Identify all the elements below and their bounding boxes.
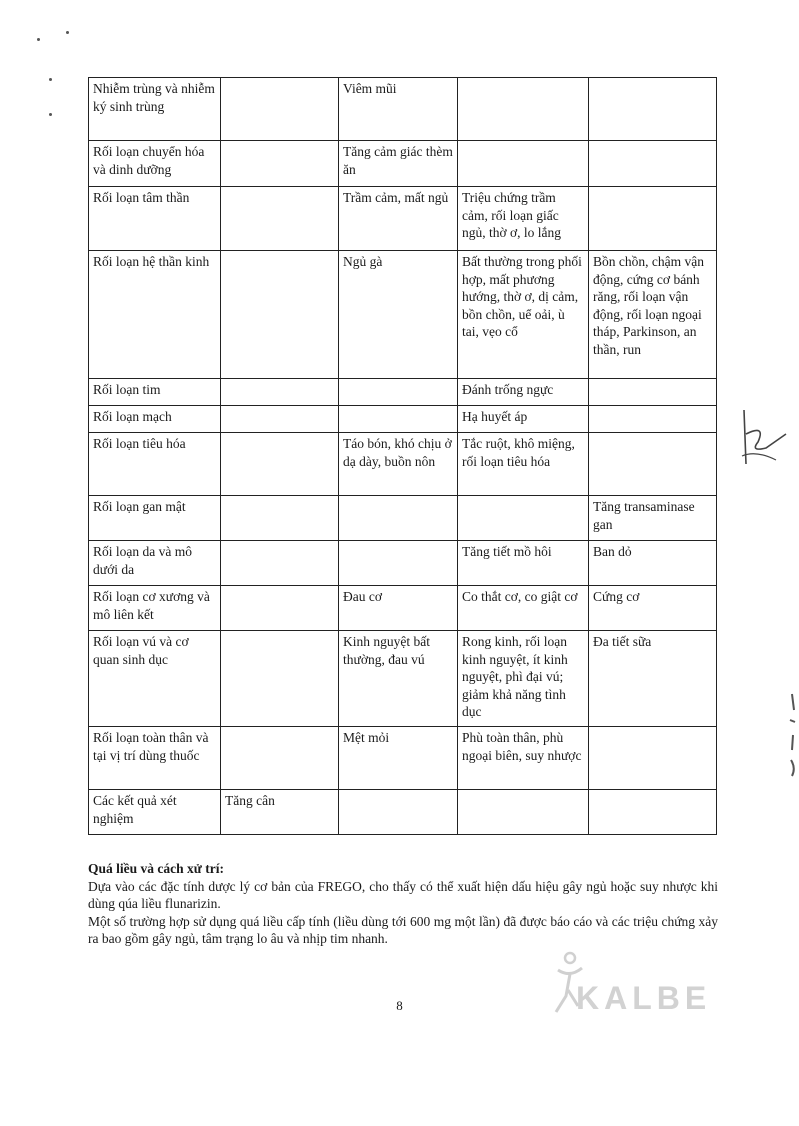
organ-class-cell: Các kết quả xét nghiệm [89, 790, 221, 835]
overdose-paragraph-1: Dựa vào các đặc tính dược lý cơ bản của FREGO, cho thấy có thể xuất hiện dấu hiệu gây ngủ hoặc suy nhược khi dùng qúa liều flunarizin. [88, 878, 718, 911]
frequency-cell [458, 141, 589, 187]
table-row [89, 251, 717, 379]
frequency-cell [339, 406, 458, 433]
page-number: 8 [396, 998, 403, 1013]
frequency-cell [589, 379, 717, 406]
frequency-cell [589, 78, 717, 141]
frequency-cell: Triệu chứng trầm cảm, rối loạn giấc ngủ, thờ ơ, lo lắng [458, 187, 589, 251]
organ-class-cell: Rối loạn hệ thần kinh [89, 251, 221, 379]
table-row [89, 141, 717, 187]
frequency-cell [589, 141, 717, 187]
frequency-cell [458, 790, 589, 835]
frequency-cell: Đau cơ [339, 586, 458, 631]
frequency-cell [589, 790, 717, 835]
table-row [89, 631, 717, 727]
organ-class-cell: Nhiễm trùng và nhiễm ký sinh trùng [89, 78, 221, 141]
frequency-cell [221, 78, 339, 141]
frequency-cell: Co thắt cơ, co giật cơ [458, 586, 589, 631]
frequency-cell: Đa tiết sữa [589, 631, 717, 727]
frequency-cell: Trầm cảm, mất ngủ [339, 187, 458, 251]
kalbe-logo-text: KALBE [576, 980, 712, 1016]
frequency-cell: Bồn chồn, chậm vận động, cứng cơ bánh răng, rối loạn vận động, rối loạn ngoại tháp, Parkinson, an thần, run [589, 251, 717, 379]
frequency-cell [589, 433, 717, 496]
frequency-cell [589, 727, 717, 790]
scan-speck [37, 38, 40, 41]
frequency-cell [221, 586, 339, 631]
scan-edge-mark-icon [786, 690, 799, 780]
frequency-cell: Viêm mũi [339, 78, 458, 141]
frequency-cell: Bất thường trong phối hợp, mất phương hướng, thờ ơ, dị cảm, bồn chồn, uể oải, ù tai, vẹo cổ [458, 251, 589, 379]
adverse-effects-table [88, 77, 717, 835]
table-row [89, 586, 717, 631]
frequency-cell: Kinh nguyệt bất thường, đau vú [339, 631, 458, 727]
adverse-effects-table-body [89, 78, 717, 835]
organ-class-cell: Rối loạn gan mật [89, 496, 221, 541]
frequency-cell [458, 78, 589, 141]
overdose-section [88, 860, 718, 948]
frequency-cell [221, 141, 339, 187]
handwritten-signature-icon [736, 404, 791, 484]
organ-class-cell: Rối loạn vú và cơ quan sinh dục [89, 631, 221, 727]
organ-class-cell: Rối loạn tiêu hóa [89, 433, 221, 496]
frequency-cell [339, 379, 458, 406]
frequency-cell [221, 379, 339, 406]
frequency-cell [339, 496, 458, 541]
frequency-cell: Tăng tiết mồ hôi [458, 541, 589, 586]
organ-class-cell: Rối loạn tâm thần [89, 187, 221, 251]
frequency-cell [221, 541, 339, 586]
frequency-cell [589, 187, 717, 251]
overdose-heading: Quá liều và cách xử trí: [88, 861, 224, 876]
table-row [89, 727, 717, 790]
frequency-cell [221, 631, 339, 727]
frequency-cell [339, 541, 458, 586]
frequency-cell: Mệt mỏi [339, 727, 458, 790]
frequency-cell: Tắc ruột, khô miệng, rối loạn tiêu hóa [458, 433, 589, 496]
table-row [89, 541, 717, 586]
frequency-cell: Hạ huyết áp [458, 406, 589, 433]
frequency-cell [221, 433, 339, 496]
frequency-cell: Rong kinh, rối loạn kinh nguyệt, ít kinh nguyệt, phì đại vú; giảm khả năng tình dục [458, 631, 589, 727]
frequency-cell: Cứng cơ [589, 586, 717, 631]
organ-class-cell: Rối loạn da và mô dưới da [89, 541, 221, 586]
frequency-cell: Tăng cân [221, 790, 339, 835]
organ-class-cell: Rối loạn mạch [89, 406, 221, 433]
frequency-cell [589, 406, 717, 433]
table-row [89, 187, 717, 251]
frequency-cell: Phù toàn thân, phù ngoại biên, suy nhược [458, 727, 589, 790]
kalbe-logo [548, 948, 718, 1023]
frequency-cell [458, 496, 589, 541]
scan-speck [66, 31, 69, 34]
frequency-cell: Tăng transaminase gan [589, 496, 717, 541]
organ-class-cell: Rối loạn chuyển hóa và dinh dưỡng [89, 141, 221, 187]
frequency-cell [339, 790, 458, 835]
scan-speck [49, 78, 52, 81]
table-row [89, 379, 717, 406]
table-row [89, 496, 717, 541]
organ-class-cell: Rối loạn toàn thân và tại vị trí dùng thuốc [89, 727, 221, 790]
frequency-cell [221, 496, 339, 541]
frequency-cell: Đánh trống ngực [458, 379, 589, 406]
table-row [89, 406, 717, 433]
organ-class-cell: Rối loạn cơ xương và mô liên kết [89, 586, 221, 631]
organ-class-cell: Rối loạn tim [89, 379, 221, 406]
table-row [89, 433, 717, 496]
frequency-cell [221, 187, 339, 251]
frequency-cell: Ban dỏ [589, 541, 717, 586]
table-row [89, 790, 717, 835]
table-row [89, 78, 717, 141]
frequency-cell: Táo bón, khó chịu ở dạ dày, buồn nôn [339, 433, 458, 496]
frequency-cell: Ngủ gà [339, 251, 458, 379]
frequency-cell [221, 727, 339, 790]
frequency-cell: Tăng cảm giác thèm ăn [339, 141, 458, 187]
overdose-paragraph-2: Một số trường hợp sử dụng quá liều cấp tính (liều dùng tới 600 mg một lần) đã được báo cáo và các triệu chứng xảy ra bao gồm gây ngủ, tâm trạng lo âu và nhịp tim nhanh. [88, 913, 718, 946]
frequency-cell [221, 406, 339, 433]
frequency-cell [221, 251, 339, 379]
scan-speck [49, 113, 52, 116]
